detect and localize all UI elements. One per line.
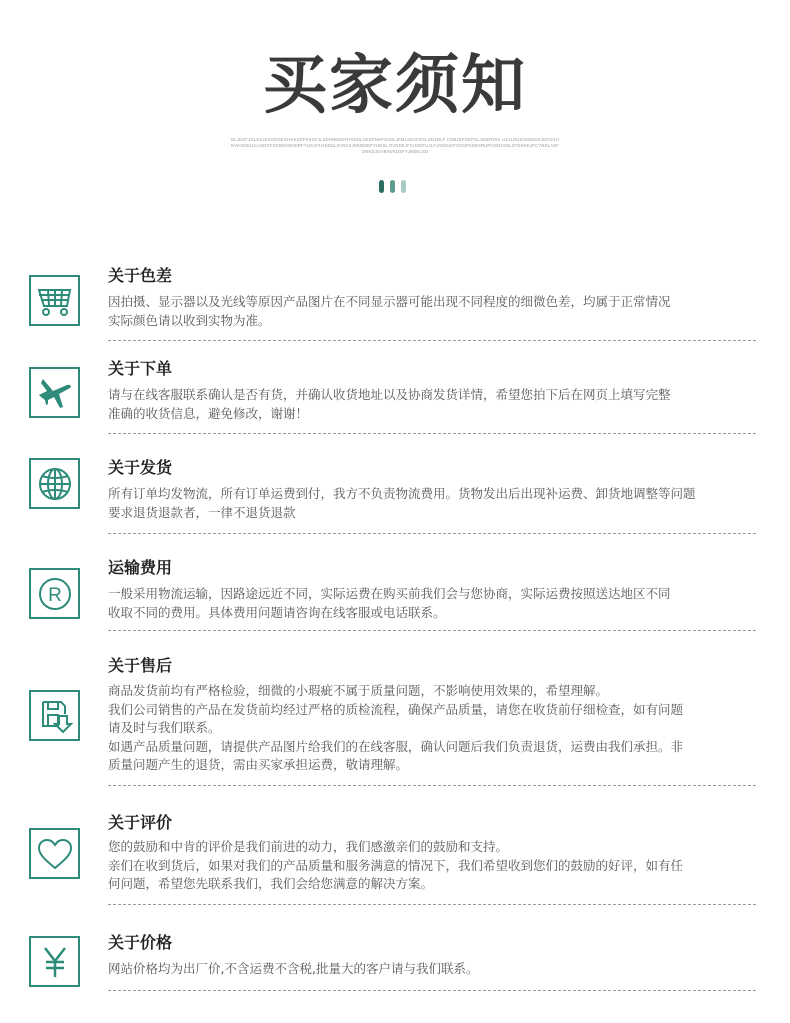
globe-icon [29, 458, 80, 509]
text-line: 实际颜色请以收到实物为准。 [108, 312, 271, 328]
text-line: 如遇产品质量问题，请提供产品图片给我们的在线客服，确认问题后我们负责退货，运费由我们承担。非 [108, 738, 684, 754]
page-title: 买家须知 [263, 49, 527, 123]
section-body [108, 485, 760, 522]
section-heading: 关于色差 [108, 266, 173, 285]
text-line: 收取不同的费用。具体费用问题请咨询在线客服或电话联系。 [108, 604, 446, 620]
dot-2 [390, 180, 395, 193]
section-divider [108, 533, 756, 534]
section-body [108, 682, 760, 775]
section-divider [108, 785, 756, 786]
section-divider [108, 340, 756, 341]
text-line: 您的鼓励和中肯的评价是我们前进的动力，我们感激亲们的鼓励和支持。 [108, 839, 509, 854]
text-line: 准确的收货信息，避免修改，谢谢！ [108, 405, 309, 421]
section-heading: 关于价格 [108, 933, 173, 952]
text-line: 我们公司销售的产品在发货前均经过严格的质检流程，确保产品质量，请您在收货前仔细检查，如有问题 [108, 701, 684, 717]
text-line: 请与在线客服联系确认是否有货，并确认收货地址以及协商发货详情，希望您拍下后在网页上填写完整 [108, 387, 671, 402]
heart-icon [29, 828, 80, 879]
section-body [108, 293, 760, 330]
decorative-dots [379, 180, 406, 193]
after-sales-icon [29, 690, 80, 741]
dot-3 [401, 180, 406, 193]
section-heading: 关于发货 [108, 458, 173, 477]
text-line: 请及时与我们联系。 [108, 720, 221, 735]
section-body [108, 960, 760, 979]
text-line: 质量问题产生的退货，需由买家承担运费，敬请理解。 [108, 757, 409, 772]
text-line: 所有订单均发物流，所有订单运费到付，我方不负责物流费用。货物发出后出现补运费、卸货地调整等问题 [108, 486, 696, 501]
section-divider [108, 990, 756, 991]
registered-icon [29, 568, 80, 619]
section-heading: 运输费用 [108, 558, 173, 577]
text-line: 何问题，希望您先联系我们，我们会给您满意的解决方案。 [108, 876, 434, 891]
section-heading: 关于售后 [108, 656, 173, 675]
text-line: 网站价格均为出厂价,不含运费不含税,批量大的客户请与我们联系。 [108, 961, 479, 976]
text-line: 亲们在收到货后，如果对我们的产品质量和服务满意的情况下，我们希望收到您们的鼓励的好评，如有任 [108, 857, 684, 873]
page-subtitle: DLJKDFJGLESJKGOKDEGHNKSDFKSGFJLSDNNBSDFHSDNLGEDFNNFSADLJFMLSDAFDSLDDJMLF CDBJDFOEPSLJGNFDNV USJLRUDJSDNGKJDFSGHNVKSDEJLKASDGFNCBNVBHDRFYUCAFHJNDSLSVNCKJMNBSDFYHDSL RVNDKJFCHSDFUJLFJSDNJHFSGNFDNBSRUROSDJGNLSTDSNKJFCYNDLASFGNKDJGHBNVKDSFYJNBKLSD [231, 137, 559, 154]
section-divider [108, 630, 756, 631]
text-line: 要求退货退款者，一律不退货退款 [108, 504, 296, 520]
section-divider [108, 433, 756, 434]
text-line: 因拍摄、显示器以及光线等原因产品图片在不同显示器可能出现不同程度的细微色差，均属于正常情况 [108, 294, 671, 309]
section-heading: 关于评价 [108, 813, 173, 832]
section-divider [108, 904, 756, 905]
section-body [108, 585, 760, 622]
section-heading: 关于下单 [108, 359, 173, 378]
section-body [108, 838, 760, 894]
shopping-cart-icon [29, 275, 80, 326]
text-line: 一般采用物流运输，因路途远近不同，实际运费在购买前我们会与您协商，实际运费按照送达地区不同 [108, 586, 671, 601]
yen-icon [29, 936, 80, 987]
section-body [108, 386, 760, 423]
svg-text:R: R [47, 584, 62, 606]
dot-1 [379, 180, 384, 193]
airplane-icon [29, 367, 80, 418]
text-line: 商品发货前均有严格检验，细微的小瑕疵不属于质量问题，不影响使用效果的，希望理解。 [108, 683, 609, 698]
